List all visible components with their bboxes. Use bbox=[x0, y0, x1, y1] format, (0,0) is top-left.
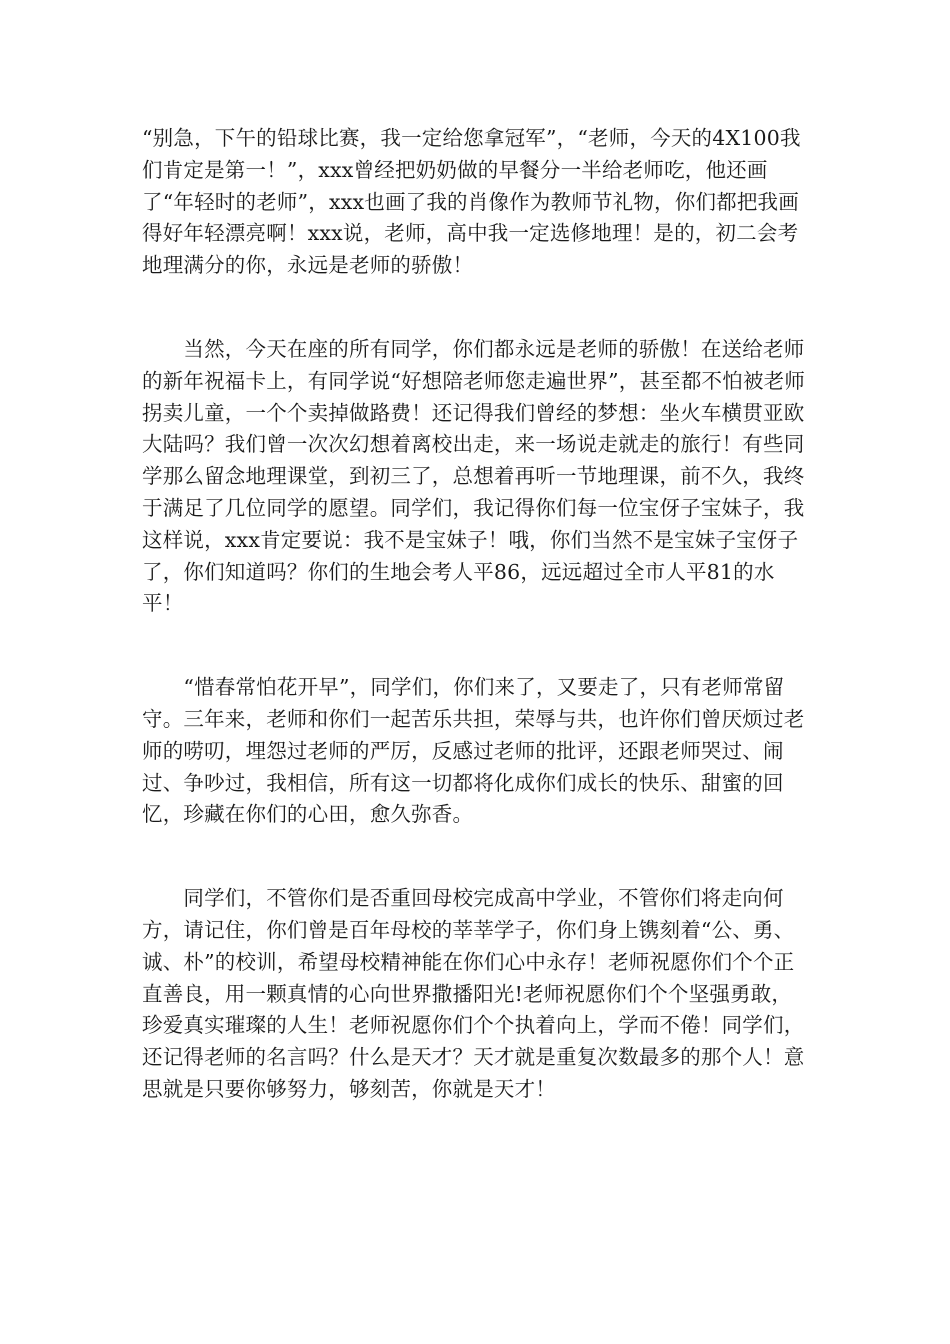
paragraph-4: 同学们，不管你们是否重回母校完成高中学业，不管你们将走向何方，请记住，你们曾是百年母校的莘莘学子，你们身上镌刻着“公、勇、诚、朴”的校训，希望母校精神能在你们心中永存！老师祝愿你们个个正直善良，用一颗真情的心向世界撒播阳光!老师祝愿你们个个坚强勇敢，珍爱真实璀璨的人生！老师祝愿你们个个执着向上，学而不倦！同学们，还记得老师的名言吗？什么是天才？天才就是重复次数最多的那个人！意思就是只要你够努力，够刻苦，你就是天才！ bbox=[142, 886, 805, 1101]
paragraph-2: 当然，今天在座的所有同学，你们都永远是老师的骄傲！在送给老师的新年祝福卡上，有同学说“好想陪老师您走遍世界”，甚至都不怕被老师拐卖儿童，一个个卖掉做路费！还记得我们曾经的梦想：坐火车横贯亚欧大陆吗？我们曾一次次幻想着离校出走，来一场说走就走的旅行！有些同学那么留念地理课堂，到初三了，总想着再听一节地理课，前不久，我终于满足了几位同学的愿望。同学们，我记得你们每一位宝伢子宝妹子，我这样说，xxx肯定要说：我不是宝妹子！哦，你们当然不是宝妹子宝伢子了，你们知道吗？你们的生地会考人平86，远远超过全市人平81的水平！ bbox=[142, 336, 806, 616]
paragraph-3: “惜春常怕花开早”，同学们，你们来了，又要走了，只有老师常留守。三年来，老师和你们一起苦乐共担，荣辱与共，也许你们曾厌烦过老师的唠叨，埋怨过老师的严厉，反感过老师的批评，还跟老师哭过、闹过、争吵过，我相信，所有这一切都将化成你们成长的快乐、甜蜜的回忆，珍藏在你们的心田，愈久弥香。 bbox=[142, 675, 805, 827]
paragraph-1: “别急，下午的铅球比赛，我一定给您拿冠军”，“老师，今天的4X100我们肯定是第一！”，xxx曾经把奶奶做的早餐分一半给老师吃，他还画了“年轻时的老师”，xxx也画了我的肖像作为教师节礼物，你们都把我画得好年轻漂亮啊！xxx说，老师，高中我一定选修地理！是的，初二会考地理满分的你，永远是老师的骄傲！ bbox=[142, 126, 801, 278]
document-body bbox=[142, 123, 812, 1106]
